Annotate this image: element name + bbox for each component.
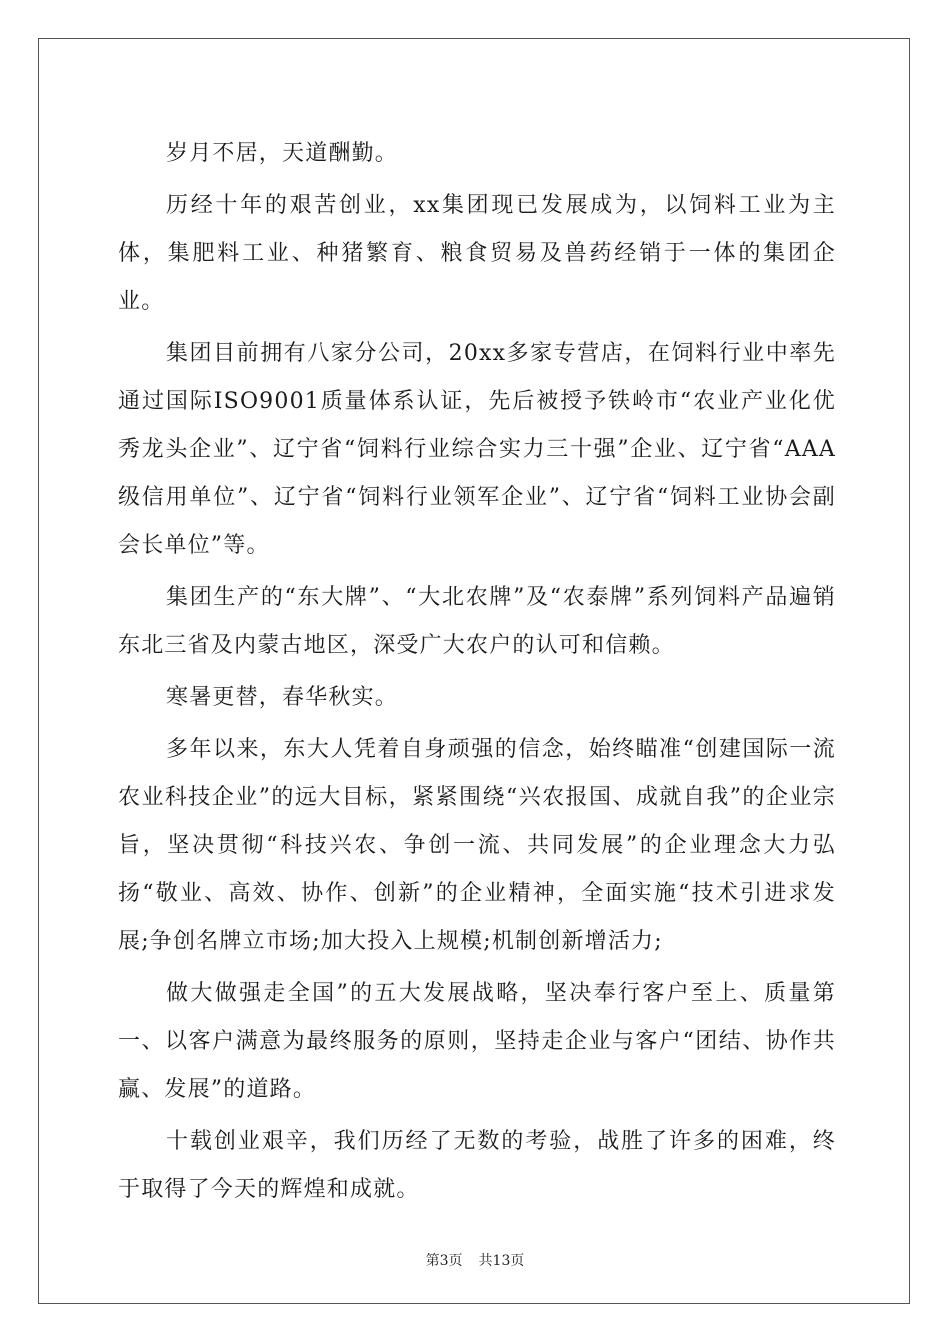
paragraph: 历经十年的艰苦创业，xx集团现已发展成为，以饲料工业为主体，集肥料工业、种猪繁育、粮食贸易及兽药经销于一体的集团企业。	[118, 193, 836, 314]
paragraph: 集团生产的“东大牌”、“大北农牌”及“农泰牌”系列饲料产品遍销东北三省及内蒙古地区，深受广大农户的认可和信赖。	[118, 585, 836, 658]
paragraph: 寒暑更替，春华秋实。	[166, 685, 399, 710]
page-footer	[0, 1250, 950, 1270]
document-body	[118, 130, 836, 1214]
paragraph: 多年以来，东大人凭着自身顽强的信念，始终瞄准“创建国际一流农业科技企业”的远大目标，紧紧围绕“兴农报国、成就自我”的企业宗旨，坚决贯彻“科技兴农、争创一流、共同发展”的企业理念大力弘扬“敬业、高效、协作、创新”的企业精神，全面实施“技术引进求发展;争创名牌立市场;加大投入上规模;机制创新增活力;	[118, 737, 836, 954]
paragraph: 做大做强走全国”的五大发展战略，坚决奉行客户至上、质量第一、以客户满意为最终服务的原则，坚持走企业与客户“团结、协作共赢、发展”的道路。	[118, 981, 836, 1102]
paragraph: 岁月不居，天道酬勤。	[166, 141, 399, 166]
paragraph: 十载创业艰辛，我们历经了无数的考验，战胜了许多的困难，终于取得了今天的辉煌和成就。	[118, 1129, 836, 1202]
page-number-total: 共13页	[478, 1253, 525, 1269]
page-number-current: 第3页	[425, 1253, 463, 1269]
paragraph: 集团目前拥有八家分公司，20xx多家专营店，在饲料行业中率先通过国际ISO9001质量体系认证，先后被授予铁岭市“农业产业化优秀龙头企业”、辽宁省“饲料行业综合实力三十强”企业、辽宁省“AAA级信用单位”、辽宁省“饲料行业领军企业”、辽宁省“饲料工业协会副会长单位”等。	[118, 341, 836, 558]
